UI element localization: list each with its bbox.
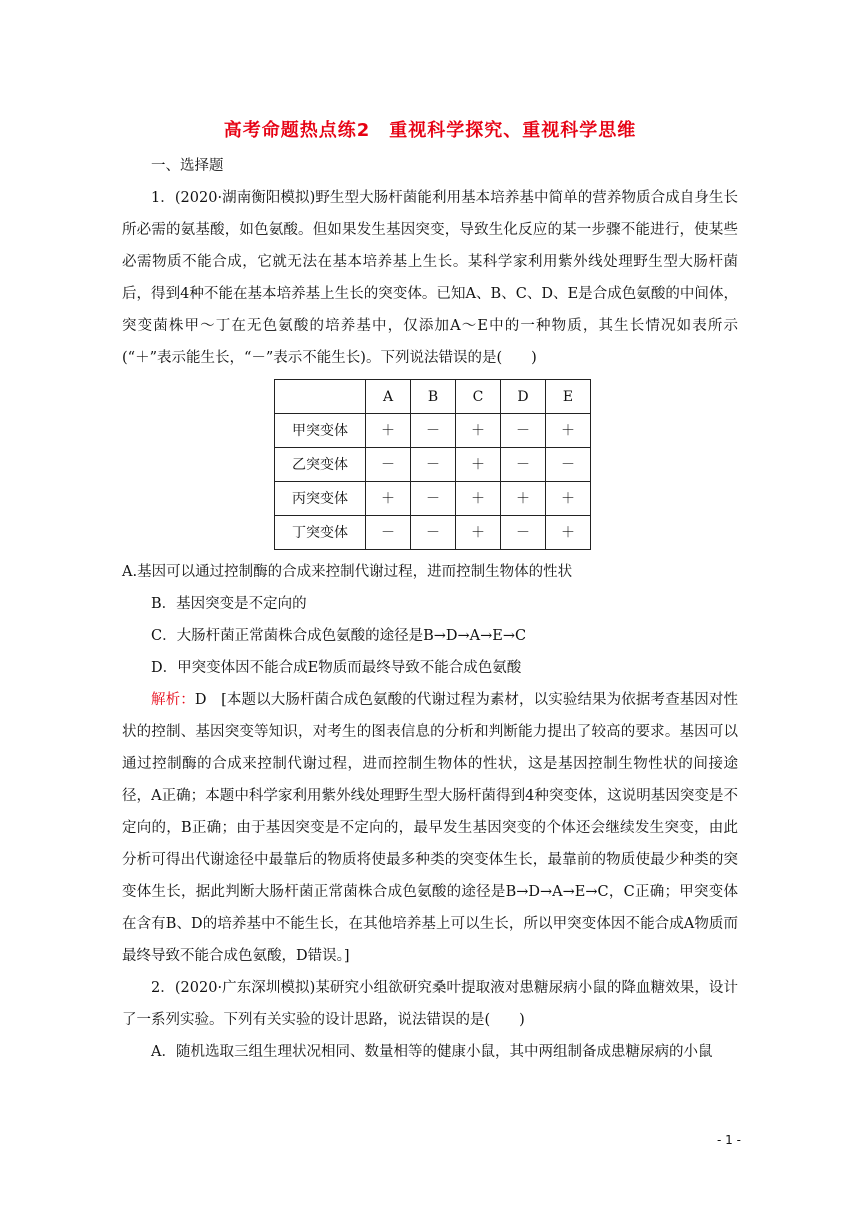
table-row-label: 乙突变体 [275,448,366,482]
table-cell: － [411,414,456,448]
table-cell: ＋ [366,414,411,448]
table-header-cell: A [366,380,411,414]
table-header-cell: E [546,380,591,414]
table-cell: ＋ [546,516,591,550]
table-row-label: 甲突变体 [275,414,366,448]
page-number: - 1 - [717,1133,741,1147]
table-header-cell: D [501,380,546,414]
table-cell: ＋ [366,482,411,516]
table-cell: － [411,448,456,482]
table-row [275,414,591,448]
question-2-option-a: A．随机选取三组生理状况相同、数量相等的健康小鼠，其中两组制备成患糖尿病的小鼠 [151,1044,713,1060]
table-cell: ＋ [546,414,591,448]
question-1-option-a: A.基因可以通过控制酶的合成来控制代谢过程，进而控制生物体的性状 [122,564,573,580]
table-cell: － [501,516,546,550]
table-cell: － [411,482,456,516]
table-header-row [275,380,591,414]
table-row [275,482,591,516]
table-row [275,516,591,550]
question-2-stem: 2．(2020·广东深圳模拟)某研究小组欲研究桑叶提取液对患糖尿病小鼠的降血糖效果，设计了一系列实验。下列有关实验的设计思路，说法错误的是( ) [122,980,738,1028]
question-1-option-d: D．甲突变体因不能合成E物质而最终导致不能合成色氨酸 [151,660,522,676]
table-cell: ＋ [456,414,501,448]
table-cell: ＋ [456,516,501,550]
mutant-growth-table [274,379,591,550]
table-header-cell [275,380,366,414]
analysis-label: 解析： [151,692,195,708]
table-cell: － [411,516,456,550]
question-1-analysis [122,684,738,972]
table-header-cell: C [456,380,501,414]
analysis-text: D [本题以大肠杆菌合成色氨酸的代谢过程为素材，以实验结果为依据考查基因对性状的控制、基因突变等知识，对考生的图表信息的分析和判断能力提出了较高的要求。基因可以通过控制酶的合成来控制代谢过程，进而控制生物体的性状，这是基因控制生物性状的间接途径，A正确；本题中科学家利用紫外线处理野生型大肠杆菌得到4种突变体，这说明基因突变是不定向的，B正确；由于基因突变是不定向的，最早发生基因突变的个体还会继续发生突变，由此分析可得出代谢途径中最靠后的物质将使最多种类的突变体生长，最靠前的物质使最少种类的突变体生长，据此判断大肠杆菌正常菌株合成色氨酸的途径是B→D→A→E→C，C正确；甲突变体在含有B、D的培养基中不能生长，在其他培养基上可以生长，所以甲突变体因不能合成A物质而最终导致不能合成色氨酸，D错误。] [122,692,739,964]
table-cell: － [366,516,411,550]
table-cell: － [366,448,411,482]
table-row [275,448,591,482]
table-header-cell: B [411,380,456,414]
table-cell: ＋ [456,448,501,482]
question-1-option-c: C．大肠杆菌正常菌株合成色氨酸的途径是B→D→A→E→C [151,628,527,644]
table-cell: － [501,414,546,448]
table-cell: ＋ [501,482,546,516]
table-row-label: 丙突变体 [275,482,366,516]
question-1-option-b: B．基因突变是不定向的 [151,596,307,612]
table-cell: ＋ [546,482,591,516]
table-row-label: 丁突变体 [275,516,366,550]
page-title: 高考命题热点练2 重视科学探究、重视科学思维 [223,120,637,141]
question-1-stem: 1．(2020·湖南衡阳模拟)野生型大肠杆菌能利用基本培养基中简单的营养物质合成自身生长所必需的氨基酸，如色氨酸。但如果发生基因突变，导致生化反应的某一步骤不能进行，使某些必需物质不能合成，它就无法在基本培养基上生长。某科学家利用紫外线处理野生型大肠杆菌后，得到4种不能在基本培养基上生长的突变体。已知A、B、C、D、E是合成色氨酸的中间体，突变菌株甲～丁在无色氨酸的培养基中，仅添加A～E中的一种物质，其生长情况如表所示(“＋”表示能生长，“－”表示不能生长)。下列说法错误的是( ) [122,190,738,366]
table-cell: ＋ [456,482,501,516]
document-body [122,150,738,1068]
section-heading: 一、选择题 [151,158,224,174]
table-cell: － [546,448,591,482]
table-cell: － [501,448,546,482]
